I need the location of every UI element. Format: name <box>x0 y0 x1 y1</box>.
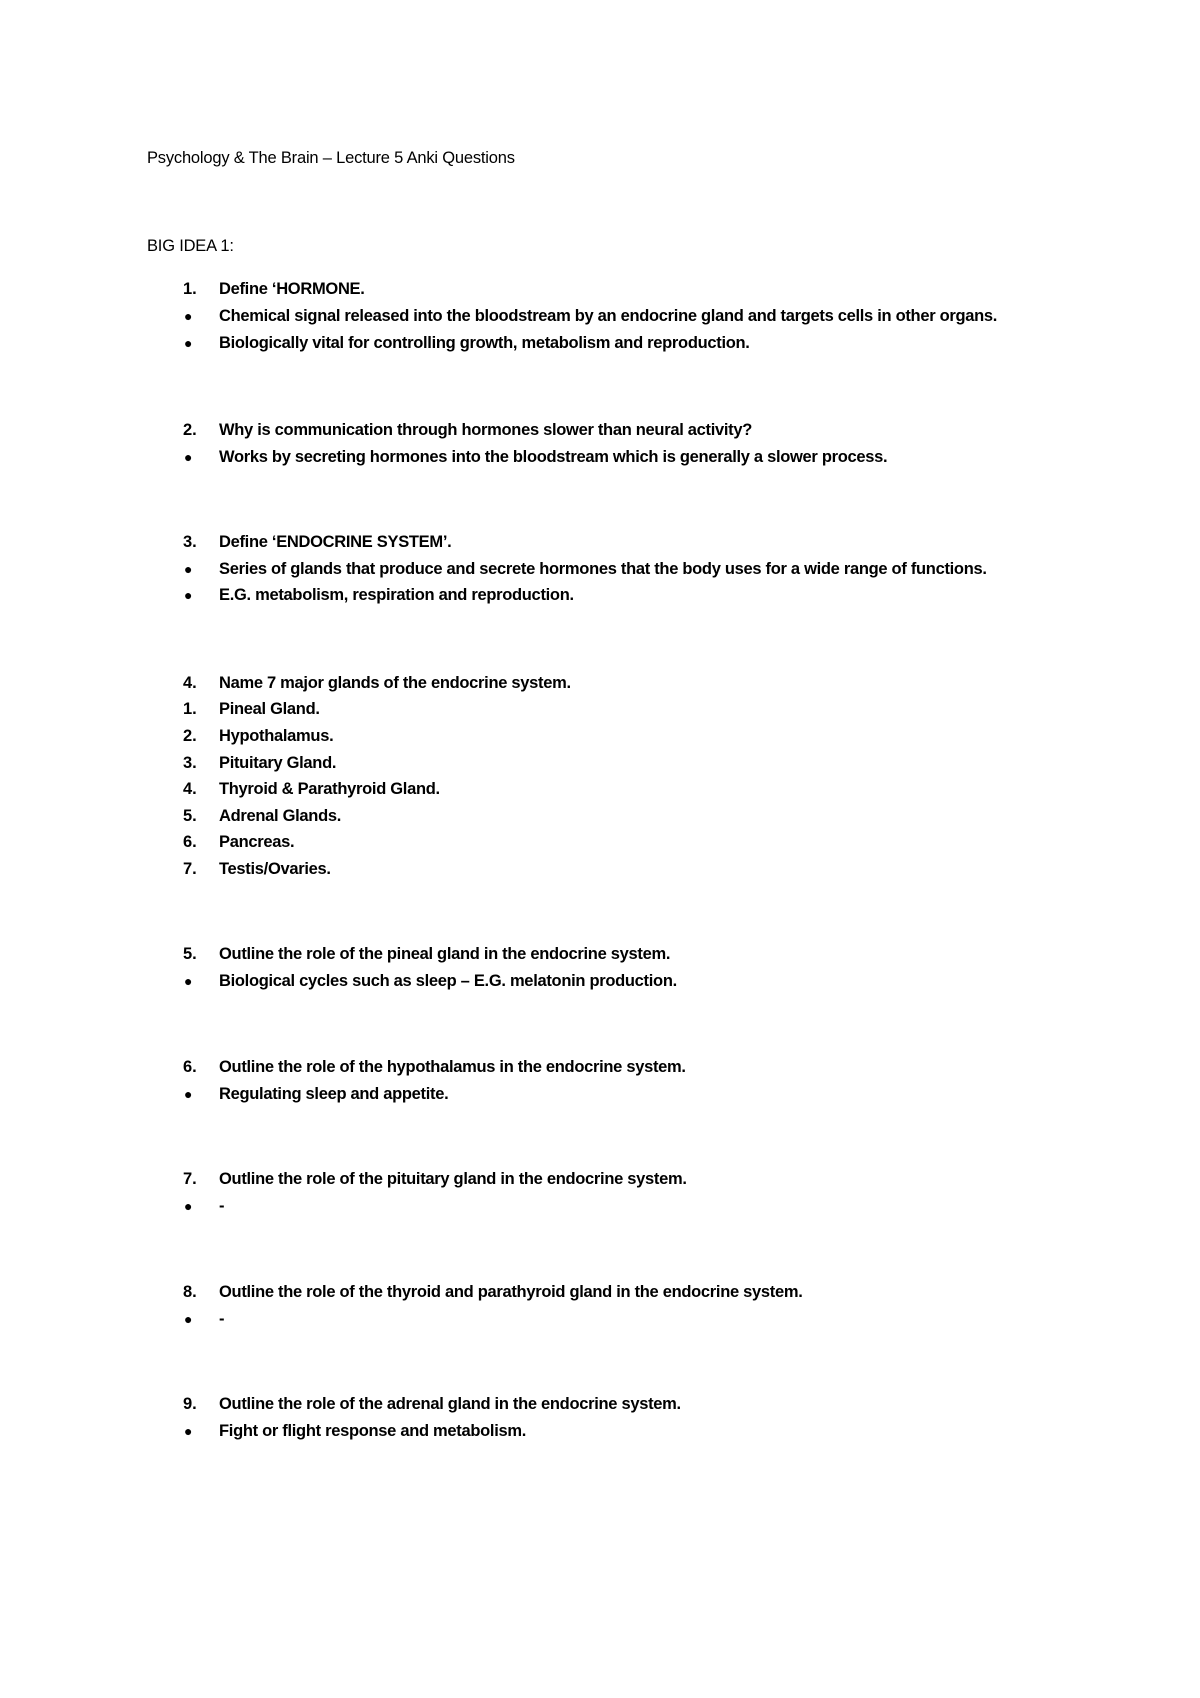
gland-name: Adrenal Glands. <box>219 807 342 825</box>
answer-text: Series of glands that produce and secrete hormones that the body uses for a wide range of functions. <box>219 560 987 578</box>
gland-name: Hypothalamus. <box>219 727 334 745</box>
bullet-icon: ● <box>184 335 193 351</box>
question-number: 4. <box>183 674 197 692</box>
gland-number: 3. <box>183 754 197 772</box>
gland-number: 6. <box>183 833 197 851</box>
bullet-icon: ● <box>184 561 193 577</box>
bullet-icon: ● <box>184 1423 193 1439</box>
question-text: Define ‘ENDOCRINE SYSTEM’. <box>219 533 452 551</box>
section-heading: BIG IDEA 1: <box>147 237 234 255</box>
answer-text: Regulating sleep and appetite. <box>219 1085 449 1103</box>
question-text: Define ‘HORMONE. <box>219 280 365 298</box>
gland-name: Testis/Ovaries. <box>219 860 331 878</box>
bullet-icon: ● <box>184 1198 193 1214</box>
gland-number: 7. <box>183 860 197 878</box>
gland-number: 2. <box>183 727 197 745</box>
question-number: 9. <box>183 1395 197 1413</box>
question-text: Outline the role of the adrenal gland in the endocrine system. <box>219 1395 681 1413</box>
gland-name: Pineal Gland. <box>219 700 320 718</box>
question-number: 8. <box>183 1283 197 1301</box>
question-number: 5. <box>183 945 197 963</box>
answer-text: - <box>219 1310 225 1328</box>
gland-name: Thyroid & Parathyroid Gland. <box>219 780 440 798</box>
bullet-icon: ● <box>184 587 193 603</box>
question-text: Outline the role of the pituitary gland in the endocrine system. <box>219 1170 687 1188</box>
document-title: Psychology & The Brain – Lecture 5 Anki Questions <box>147 149 515 167</box>
answer-text: - <box>219 1197 225 1215</box>
gland-name: Pancreas. <box>219 833 295 851</box>
gland-number: 1. <box>183 700 197 718</box>
question-text: Outline the role of the thyroid and parathyroid gland in the endocrine system. <box>219 1283 803 1301</box>
answer-text: E.G. metabolism, respiration and reproduction. <box>219 586 574 604</box>
question-number: 3. <box>183 533 197 551</box>
question-number: 6. <box>183 1058 197 1076</box>
question-text: Name 7 major glands of the endocrine system. <box>219 674 571 692</box>
question-number: 2. <box>183 421 197 439</box>
answer-text: Works by secreting hormones into the bloodstream which is generally a slower process. <box>219 448 888 466</box>
answer-text: Chemical signal released into the bloodstream by an endocrine gland and targets cells in other organs. <box>219 307 998 325</box>
question-number: 1. <box>183 280 197 298</box>
bullet-icon: ● <box>184 449 193 465</box>
answer-text: Biological cycles such as sleep – E.G. melatonin production. <box>219 972 677 990</box>
gland-number: 4. <box>183 780 197 798</box>
bullet-icon: ● <box>184 973 193 989</box>
bullet-icon: ● <box>184 308 193 324</box>
question-text: Why is communication through hormones slower than neural activity? <box>219 421 753 439</box>
answer-text: Biologically vital for controlling growth, metabolism and reproduction. <box>219 334 750 352</box>
bullet-icon: ● <box>184 1086 193 1102</box>
question-text: Outline the role of the pineal gland in the endocrine system. <box>219 945 671 963</box>
bullet-icon: ● <box>184 1311 193 1327</box>
question-text: Outline the role of the hypothalamus in the endocrine system. <box>219 1058 686 1076</box>
question-number: 7. <box>183 1170 197 1188</box>
gland-name: Pituitary Gland. <box>219 754 337 772</box>
gland-number: 5. <box>183 807 197 825</box>
answer-text: Fight or flight response and metabolism. <box>219 1422 527 1440</box>
